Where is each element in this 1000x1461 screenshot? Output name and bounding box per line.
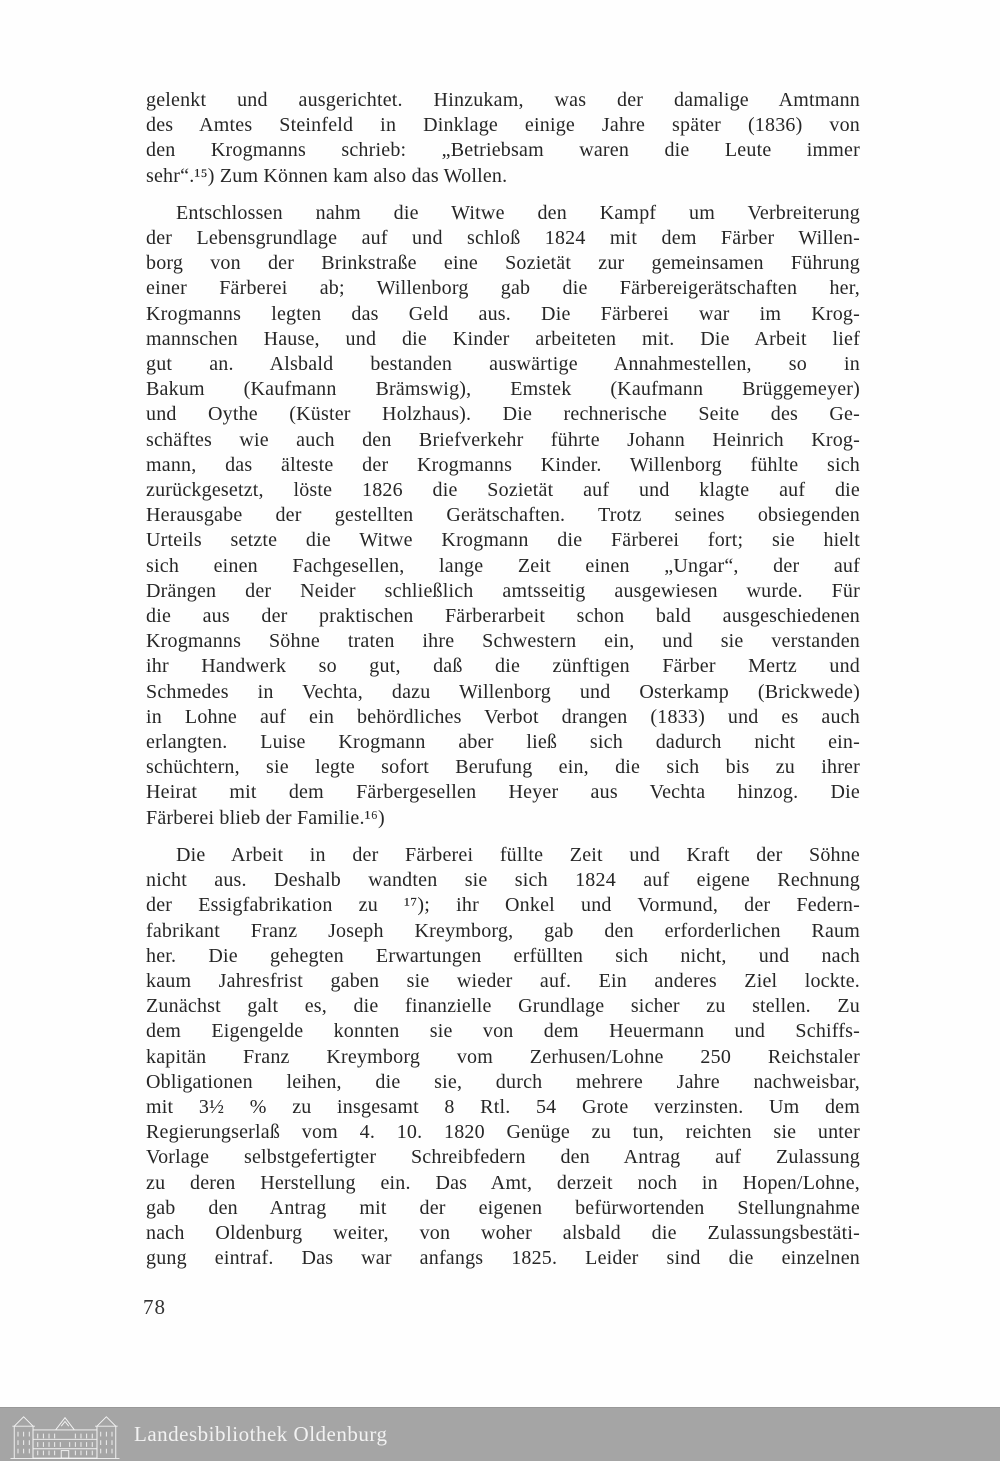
text-line: des Amtes Steinfeld in Dinklage einige Jahre später (1836) von — [146, 114, 860, 137]
text-line: einer Färberei ab; Willenborg gab die Färbereigerätschaften her, — [146, 277, 860, 300]
text-line: Heirat mit dem Färbergesellen Heyer aus Vechta hinzog. Die — [146, 781, 860, 804]
text-line: Färberei blieb der Familie.¹⁶) — [146, 806, 385, 829]
text-line: sich einen Fachgesellen, lange Zeit einen „Ungar“, der auf — [146, 554, 860, 577]
text-line: Krogmanns Söhne traten ihre Schwestern ein, und sie verstanden — [146, 630, 860, 653]
text-line: ihr Handwerk so gut, daß die zünftigen Färber Mertz und — [146, 655, 860, 678]
text-line: Schmedes in Vechta, dazu Willenborg und Osterkamp (Brickwede) — [146, 680, 860, 703]
paragraph — [146, 843, 860, 1271]
text-line: mannschen Hause, und die Kinder arbeiteten mit. Die Arbeit lief — [146, 327, 860, 350]
text-line: und Oythe (Küster Holzhaus). Die rechnerische Seite des Ge- — [146, 403, 860, 426]
text-line: zurückgesetzt, löste 1826 die Sozietät auf und klagte auf die — [146, 479, 860, 502]
text-line: gung eintraf. Das war anfangs 1825. Leider sind die einzelnen — [146, 1247, 860, 1270]
text-line: die aus der praktischen Färberarbeit schon bald ausgeschiedenen — [146, 605, 860, 628]
library-name-label: Landesbibliothek Oldenburg — [134, 1422, 388, 1446]
footer-bar — [0, 1407, 1000, 1461]
text-line: den Krogmanns schrieb: „Betriebsam waren die Leute immer — [146, 139, 860, 162]
text-line: Entschlossen nahm die Witwe den Kampf um Verbreiterung — [176, 201, 860, 224]
text-line: gelenkt und ausgerichtet. Hinzukam, was der damalige Amtmann — [146, 89, 860, 111]
text-line: sehr“.¹⁵) Zum Können kam also das Wollen. — [146, 164, 508, 187]
text-line: kapitän Franz Kreymborg vom Zerhusen/Lohne 250 Reichstaler — [146, 1045, 860, 1068]
text-line: Zunächst galt es, die finanzielle Grundlage sicher zu stellen. Zu — [146, 995, 860, 1018]
text-line: in Lohne auf ein behördliches Verbot drangen (1833) und es auch — [146, 705, 860, 728]
text-line: Krogmanns legten das Geld aus. Die Färberei war im Krog- — [146, 302, 860, 325]
library-building-logo-icon — [6, 1413, 124, 1460]
text-block — [146, 88, 860, 1271]
text-line: Vorlage selbstgefertigter Schreibfedern den Antrag auf Zulassung — [146, 1146, 860, 1169]
text-line: nach Oldenburg weiter, von woher alsbald die Zulassungsbestäti- — [146, 1221, 860, 1244]
text-line: zu deren Herstellung ein. Das Amt, derzeit noch in Hopen/Lohne, — [146, 1171, 860, 1194]
text-line: her. Die gehegten Erwartungen erfüllten sich nicht, und nach — [146, 944, 860, 967]
paragraph — [146, 201, 860, 831]
text-line: schäftes wie auch den Briefverkehr führte Johann Heinrich Krog- — [146, 428, 860, 451]
text-line: schüchtern, sie legte sofort Berufung ein, die sich bis zu ihrer — [146, 756, 860, 779]
text-line: Obligationen leihen, die sie, durch mehrere Jahre nachweisbar, — [146, 1070, 860, 1093]
text-line: nicht aus. Deshalb wandten sie sich 1824 auf eigene Rechnung — [146, 869, 860, 892]
text-line: borg von der Brinkstraße eine Sozietät zur gemeinsamen Führung — [146, 252, 860, 275]
text-line: erlangten. Luise Krogmann aber ließ sich dadurch nicht ein- — [146, 731, 860, 754]
text-line: gut an. Alsbald bestanden auswärtige Annahmestellen, so in — [146, 353, 860, 376]
paragraph — [146, 88, 860, 189]
text-line: gab den Antrag mit der eigenen befürwortenden Stellungnahme — [146, 1196, 860, 1219]
page-number: 78 — [143, 1295, 166, 1319]
text-line: kaum Jahresfrist gaben sie wieder auf. Ein anderes Ziel lockte. — [146, 969, 860, 992]
text-line: Urteils setzte die Witwe Krogmann die Färberei fort; sie hielt — [146, 529, 860, 552]
text-line: Drängen der Neider schließlich amtsseitig ausgewiesen wurde. Für — [146, 579, 860, 602]
text-line: mann, das älteste der Krogmanns Kinder. Willenborg fühlte sich — [146, 453, 860, 476]
text-line: der Essigfabrikation zu ¹⁷); ihr Onkel und Vormund, der Federn- — [146, 894, 860, 917]
text-line: fabrikant Franz Joseph Kreymborg, gab den erforderlichen Raum — [146, 919, 860, 942]
text-line: der Lebensgrundlage auf und schloß 1824 mit dem Färber Willen- — [146, 227, 860, 250]
text-line: Herausgabe der gestellten Gerätschaften. Trotz seines obsiegenden — [146, 504, 860, 527]
text-line: Regierungserlaß vom 4. 10. 1820 Genüge zu tun, reichten sie unter — [146, 1121, 860, 1144]
text-line: Die Arbeit in der Färberei füllte Zeit und Kraft der Söhne — [176, 843, 860, 866]
text-line: mit 3½ % zu insgesamt 8 Rtl. 54 Grote verzinsten. Um dem — [146, 1095, 860, 1118]
text-line: Bakum (Kaufmann Brämswig), Emstek (Kaufmann Brüggemeyer) — [146, 378, 860, 401]
text-line: dem Eigengelde konnten sie von dem Heuermann und Schiffs- — [146, 1020, 860, 1043]
